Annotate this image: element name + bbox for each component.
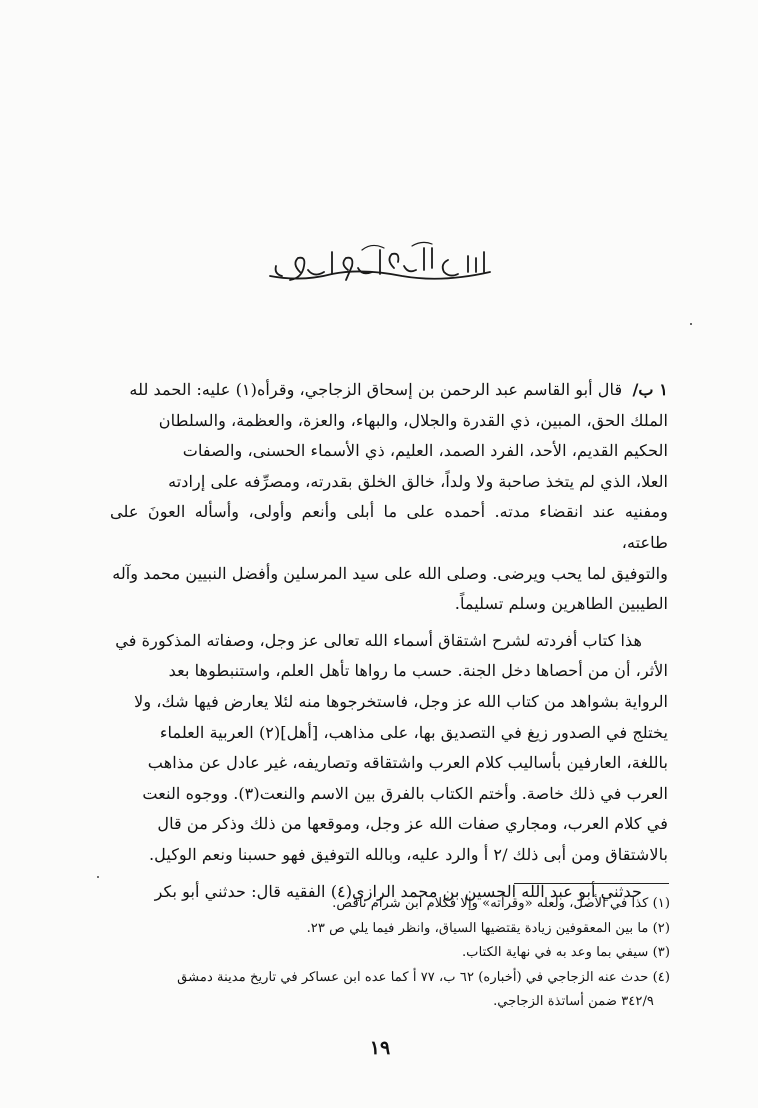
text-line: هذا كتاب أفردته لشرح اشتقاق أسماء الله تعالى عز وجل، وصفاته المذكورة في xyxy=(115,630,642,650)
footnote-4-continued: ٣٤٢/٩ ضمن أساتذة الزجاجي. xyxy=(493,994,654,1009)
text-line: الملك الحق، المبين، ذي القدرة والجلال، والبهاء، والعزة، والعظمة، والسلطان xyxy=(158,410,668,430)
footnotes xyxy=(110,892,670,1015)
footnote-separator xyxy=(514,883,669,884)
text-line: والتوفيق لما يحب ويرضى. وصلى الله على سيد المرسلين وأفضل النبيين محمد وآله xyxy=(112,563,668,583)
text-line: الرواية بشواهد من كتاب الله عز وجل، فاستخرجوها منه لئلا يعارض فيها شك، ولا xyxy=(134,691,668,711)
text-line: بالاشتقاق ومن أبى ذلك /٢ أ والرد عليه، وبالله التوفيق فهو حسبنا ونعم الوكيل. xyxy=(148,844,668,864)
basmala-calligraphy-drawing xyxy=(262,238,498,288)
footnote-1: (١) كذا في الأصل، ولعله «وقرأته» وإلا فكلام ابن شرام ناقص. xyxy=(332,896,670,911)
footnote-2: (٢) ما بين المعقوفين زيادة يقتضيها السياق، وانظر فيما يلي ص ٢٣. xyxy=(306,920,670,936)
text-line: حدثني أبو عبد الله الحسين بن محمد الرازي(٤) الفقيه قال: حدثني أبو بكر xyxy=(154,881,642,901)
text-line: العرب في ذلك خاصة. وأختم الكتاب بالفرق بين الاسم والنعت(٣). ووجوه النعت xyxy=(142,783,668,803)
text-line-content: قال أبو القاسم عبد الرحمن بن إسحاق الزجاجي، وقرأه(١) عليه: الحمد لله xyxy=(129,380,623,399)
footnote-3: (٣) سيفي بما وعد به في نهاية الكتاب. xyxy=(461,945,670,960)
text-line: الحكيم القديم، الأحد، الفرد الصمد، العليم، ذي الأسماء الحسنى، والصفات xyxy=(182,441,668,461)
text-line: ومفنيه عند انقضاء مدته. أحمده على ما أبلى وأنعم وأولى، وأسأله العونَ على طاعته، xyxy=(110,502,668,552)
text-line: يختلج في الصدور زيغ في التصديق بها، على مذاهب، [أهل](٢) العربية العلماء xyxy=(159,722,668,742)
text-line: باللغة، العارفين بأساليب كلام العرب واشتقاقه وتصاريفه، غير عادل عن مذاهب xyxy=(147,753,668,773)
page-number: ١٩ xyxy=(369,1037,391,1059)
text-line: في كلام العرب، ومجاري صفات الله عز وجل، وموقعها من ذلك وذكر من قال xyxy=(157,814,668,834)
ink-speck xyxy=(97,876,99,878)
text-line: العلا، الذي لم يتخذ صاحبة ولا ولداً، خالق الخلق بقدرته، ومصرِّفه على إرادته xyxy=(168,471,668,491)
text-line: الأثر، أن من أحصاها دخل الجنة. حسب ما رواها تأهل العلم، واستنبطوها بعد xyxy=(168,661,668,681)
text-line: الطيبين الطاهرين وسلم تسليماً. xyxy=(454,594,668,614)
main-text xyxy=(110,375,668,907)
ink-speck xyxy=(690,323,692,325)
footnote-4: (٤) حدث عنه الزجاجي في (أخباره) ٦٢ ب، ٧٧ أ كما عده ابن عساكر في تاريخ مدينة دمشق xyxy=(177,969,670,985)
basmala-calligraphy xyxy=(262,238,498,288)
text-line xyxy=(110,375,668,406)
folio-marker: ١ ب/ xyxy=(632,380,668,399)
